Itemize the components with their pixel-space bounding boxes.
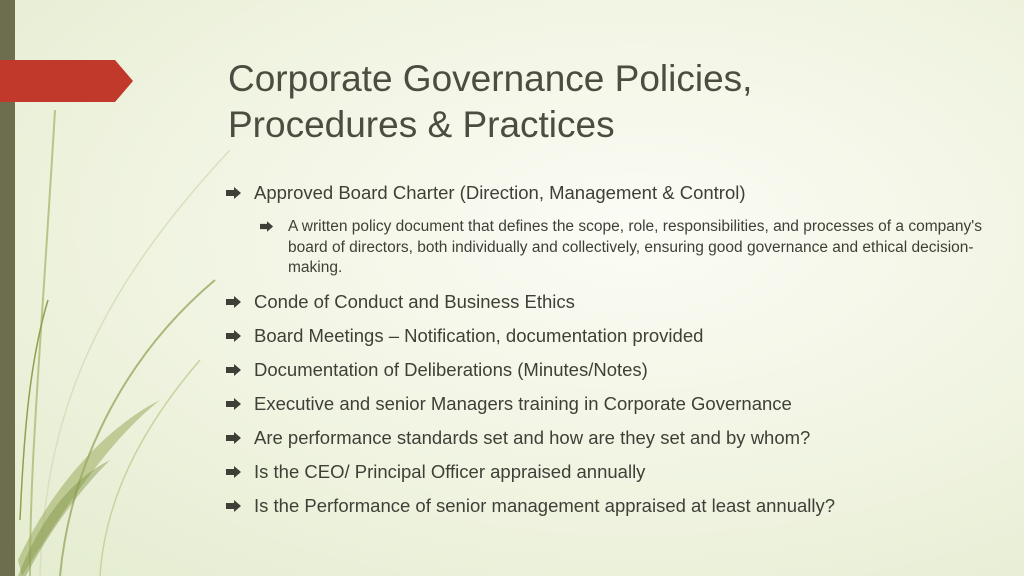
sub-bullet-item	[260, 217, 986, 279]
title-accent-tab	[0, 60, 133, 102]
bullet-text: Board Meetings – Notification, documentation provided	[254, 324, 704, 346]
bullet-item	[226, 393, 986, 415]
bullet-text: Executive and senior Managers training in Corporate Governance	[254, 392, 792, 414]
bullet-text: Is the CEO/ Principal Officer appraised annually	[254, 460, 646, 482]
bullet-item	[226, 325, 986, 347]
arrow-bullet-icon	[226, 500, 242, 512]
bullet-item	[226, 291, 986, 313]
bullet-text: Is the Performance of senior management appraised at least annually?	[254, 494, 836, 516]
bullet-text: Conde of Conduct and Business Ethics	[254, 290, 575, 312]
bullet-item	[226, 427, 986, 449]
bullet-text: Documentation of Deliberations (Minutes/Notes)	[254, 358, 648, 380]
arrow-bullet-icon	[226, 466, 242, 478]
bullet-item	[226, 359, 986, 381]
bullet-item	[226, 182, 986, 204]
bullet-text: Are performance standards set and how are they set and by whom?	[254, 426, 811, 448]
bullet-list	[226, 182, 986, 517]
bullet-text: Approved Board Charter (Direction, Management & Control)	[254, 182, 746, 203]
arrow-bullet-icon	[226, 330, 242, 342]
arrow-bullet-icon	[226, 432, 242, 444]
sub-bullet-text: A written policy document that defines the scope, role, responsibilities, and processes of a company's board of directors, both individually and collectively, ensuring good governance and ethical decision-making.	[288, 218, 982, 276]
bullet-item	[226, 495, 986, 517]
arrow-bullet-icon	[226, 296, 242, 308]
title-line-2: Procedures & Practices	[228, 104, 615, 145]
bullet-item	[226, 461, 986, 483]
arrow-bullet-icon	[226, 364, 242, 376]
arrow-bullet-icon	[226, 398, 242, 410]
slide-title	[228, 56, 988, 148]
arrow-bullet-icon	[226, 187, 242, 199]
title-line-1: Corporate Governance Policies,	[228, 58, 753, 99]
arrow-bullet-icon	[260, 221, 274, 232]
